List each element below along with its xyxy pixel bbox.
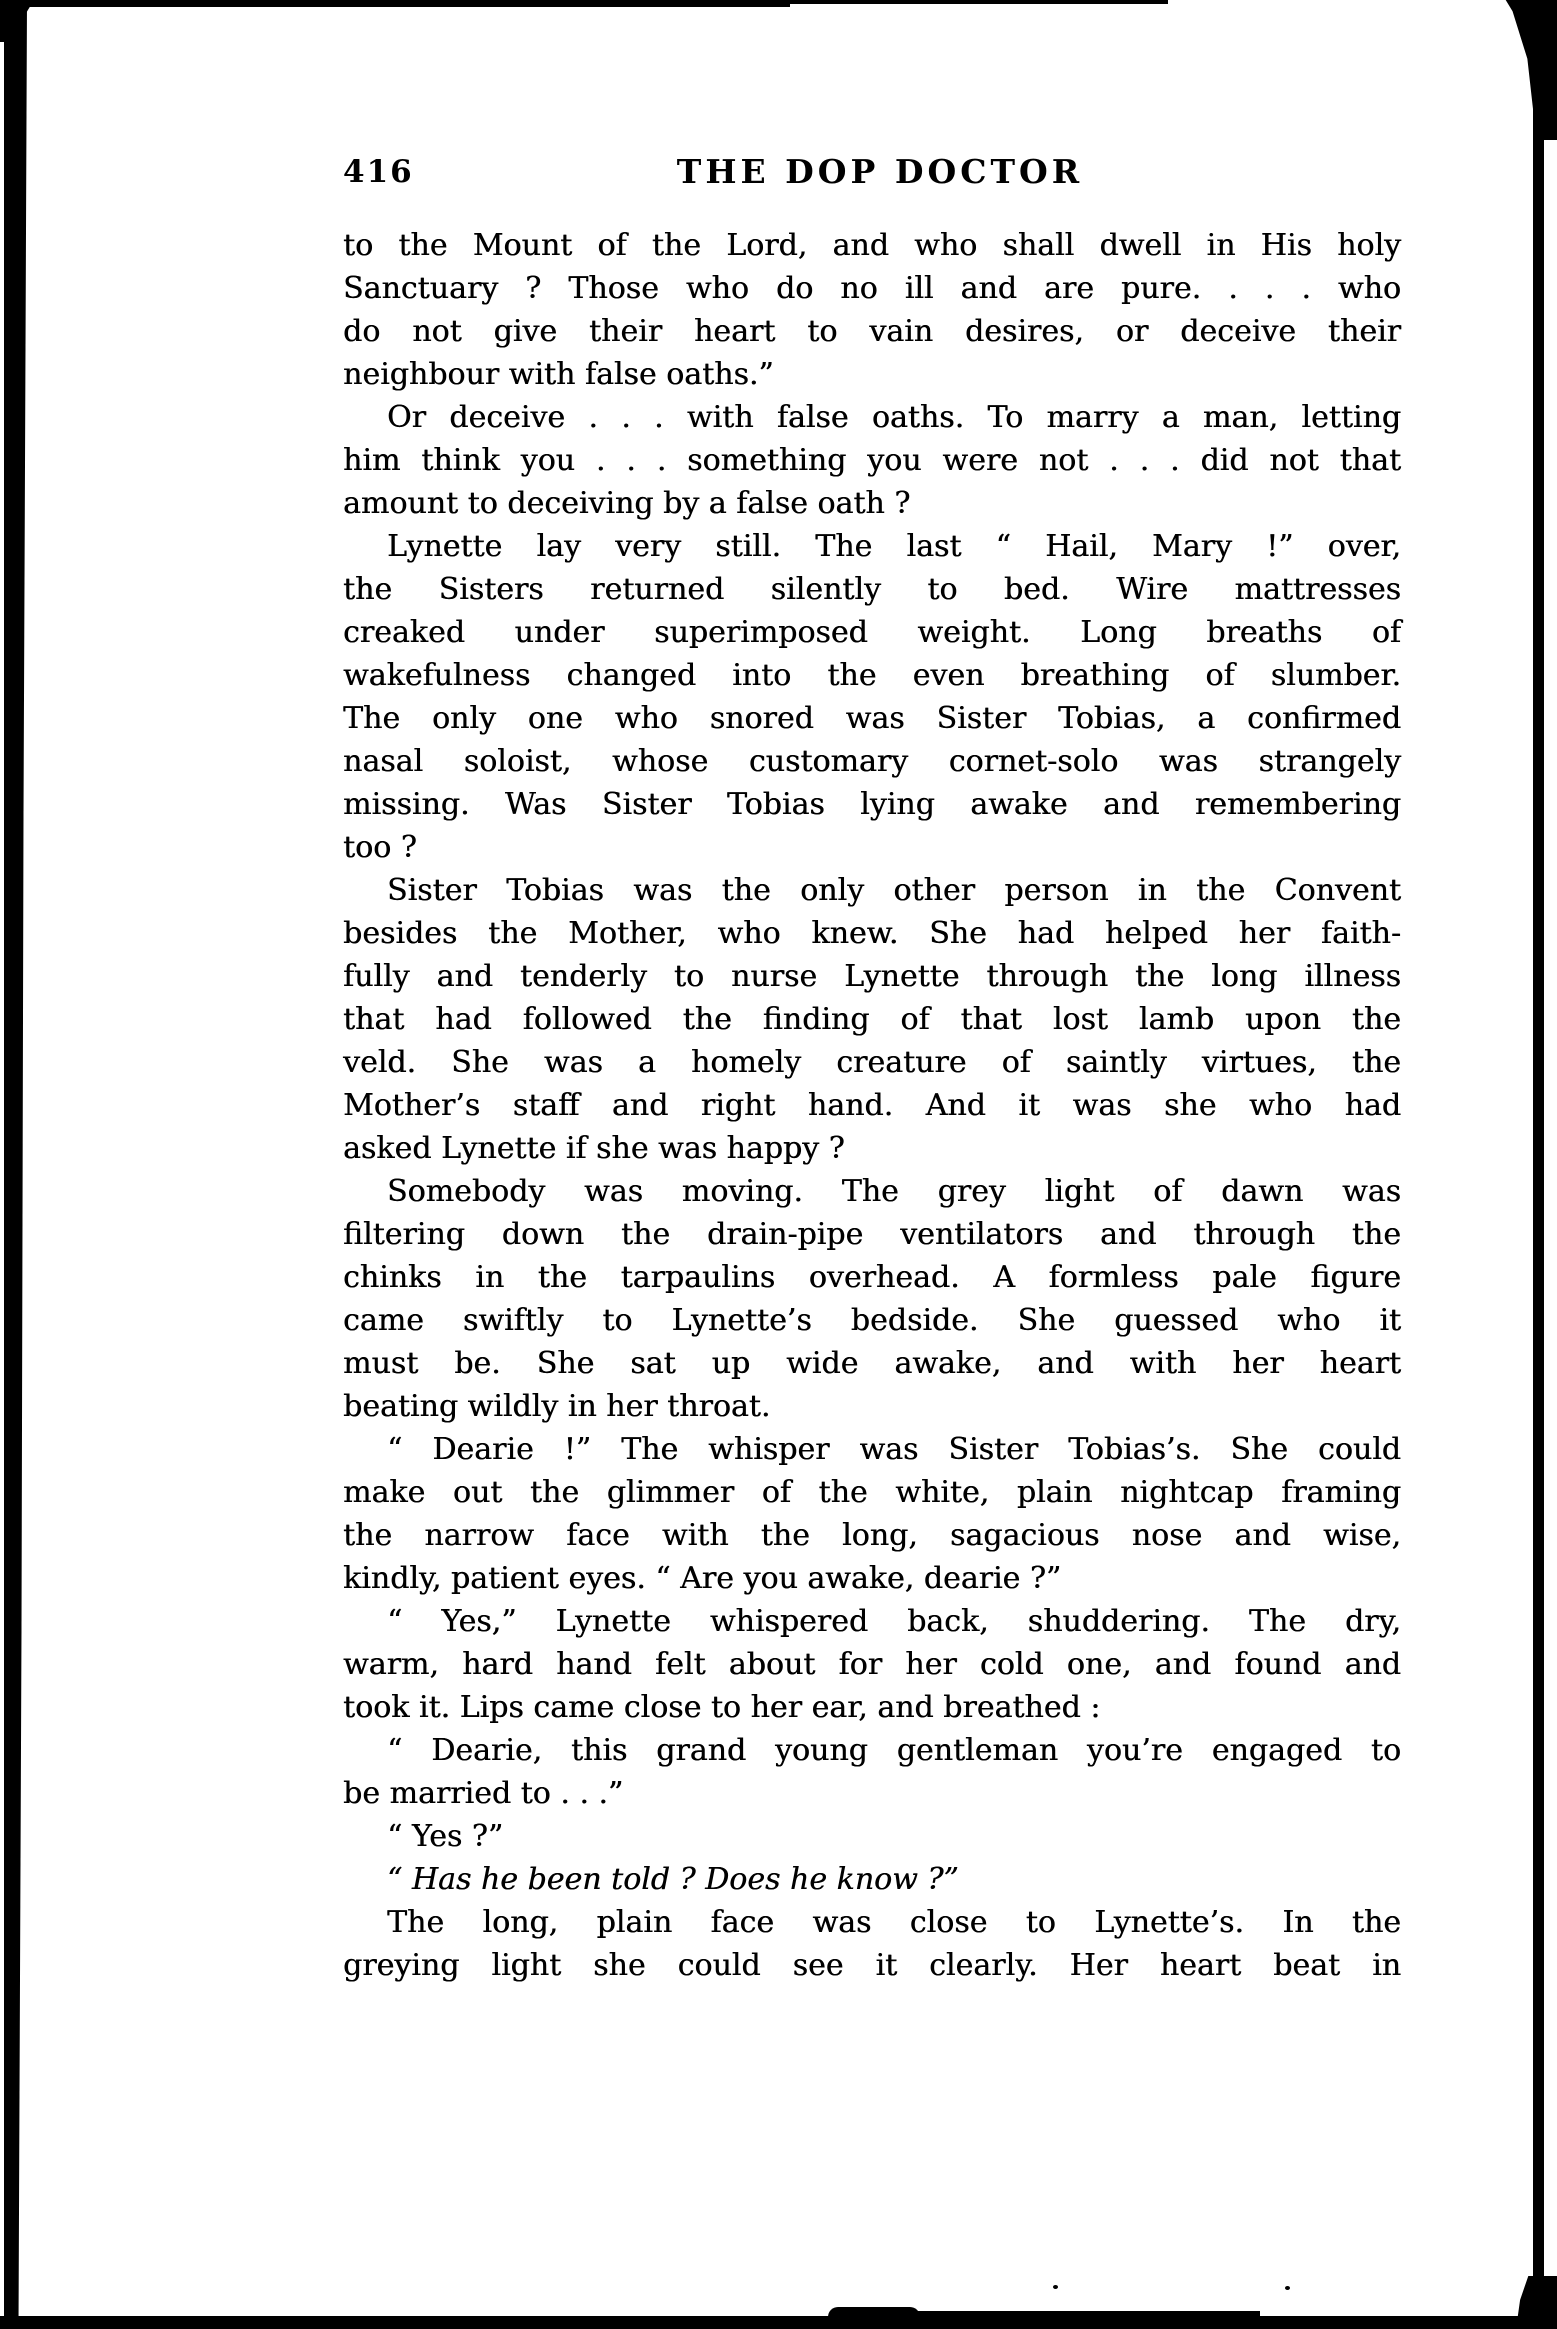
text-line: the Sisters returned silently to bed. Wire mattresses xyxy=(343,572,1401,607)
text-line: “ Has he been told ? Does he know ?” xyxy=(387,1862,959,1897)
text-line: creaked under superimposed weight. Long breaths of xyxy=(343,615,1401,650)
text-line: The only one who snored was Sister Tobias, a confirmed xyxy=(343,701,1401,736)
text-line: the narrow face with the long, sagacious nose and wise, xyxy=(343,1518,1401,1553)
text-line: too ? xyxy=(343,830,417,865)
scan-corner-bottom-right xyxy=(1516,2276,1557,2329)
text-line: neighbour with false oaths.” xyxy=(343,357,774,392)
scan-corner-top-right xyxy=(1500,0,1557,140)
scan-edge-top xyxy=(0,0,790,7)
text-line: wakefulness changed into the even breathing of slumber. xyxy=(343,658,1401,693)
text-line: Somebody was moving. The grey light of dawn was xyxy=(387,1174,1401,1209)
text-line: greying light she could see it clearly. Her heart beat in xyxy=(343,1948,1401,1983)
text-line: fully and tenderly to nurse Lynette through the long illness xyxy=(343,959,1401,994)
text-line: “ Yes,” Lynette whispered back, shuddering. The dry, xyxy=(387,1604,1401,1639)
scan-edge-left xyxy=(4,0,29,2329)
text-line: kindly, patient eyes. “ Are you awake, dearie ?” xyxy=(343,1561,1062,1596)
scan-edge-bottom xyxy=(0,2316,1557,2329)
running-title: THE DOP DOCTOR xyxy=(676,152,1084,191)
text-line: “ Yes ?” xyxy=(387,1819,504,1854)
scan-edge-bottom-ridge xyxy=(890,2311,1260,2329)
text-line: beating wildly in her throat. xyxy=(343,1389,771,1424)
text-line: Mother’s staff and right hand. And it was she who had xyxy=(343,1088,1401,1123)
text-line: Lynette lay very still. The last “ Hail, Mary !” over, xyxy=(387,529,1401,564)
scan-speck xyxy=(1285,2286,1290,2290)
text-line: asked Lynette if she was happy ? xyxy=(343,1131,845,1166)
text-line: amount to deceiving by a false oath ? xyxy=(343,486,911,521)
page-number: 416 xyxy=(343,154,414,190)
text-line: do not give their heart to vain desires, or deceive their xyxy=(343,314,1401,349)
text-line: warm, hard hand felt about for her cold one, and found and xyxy=(343,1647,1401,1682)
text-line: chinks in the tarpaulins overhead. A formless pale figure xyxy=(343,1260,1401,1295)
text-line: nasal soloist, whose customary cornet-solo was strangely xyxy=(343,744,1401,779)
text-line: besides the Mother, who knew. She had helped her faith- xyxy=(343,916,1401,951)
text-line: be married to . . .” xyxy=(343,1776,624,1811)
text-line: that had followed the finding of that lost lamb upon the xyxy=(343,1002,1401,1037)
text-line: to the Mount of the Lord, and who shall dwell in His holy xyxy=(343,228,1401,263)
text-line: Sister Tobias was the only other person in the Convent xyxy=(387,873,1401,908)
text-line: him think you . . . something you were not . . . did not that xyxy=(343,443,1401,478)
text-line: filtering down the drain-pipe ventilators and through the xyxy=(343,1217,1401,1252)
text-line: veld. She was a homely creature of saintly virtues, the xyxy=(343,1045,1401,1080)
scan-edge-top-fragment xyxy=(790,0,1168,4)
text-line: make out the glimmer of the white, plain nightcap framing xyxy=(343,1475,1401,1510)
text-line: came swiftly to Lynette’s bedside. She guessed who it xyxy=(343,1303,1401,1338)
text-line: The long, plain face was close to Lynette’s. In the xyxy=(387,1905,1401,1940)
scan-edge-right xyxy=(1533,0,1544,2329)
page-header xyxy=(343,152,1401,198)
text-line: “ Dearie, this grand young gentleman you’re engaged to xyxy=(387,1733,1401,1768)
text-line: Or deceive . . . with false oaths. To marry a man, letting xyxy=(387,400,1401,435)
text-line: “ Dearie !” The whisper was Sister Tobias’s. She could xyxy=(387,1432,1401,1467)
text-line: Sanctuary ? Those who do no ill and are pure. . . . who xyxy=(343,271,1401,306)
text-line: must be. She sat up wide awake, and with her heart xyxy=(343,1346,1401,1381)
scan-speck xyxy=(1053,2285,1058,2289)
page-text xyxy=(343,224,1401,1987)
text-line: took it. Lips came close to her ear, and breathed : xyxy=(343,1690,1101,1725)
text-line: missing. Was Sister Tobias lying awake and remembering xyxy=(343,787,1401,822)
